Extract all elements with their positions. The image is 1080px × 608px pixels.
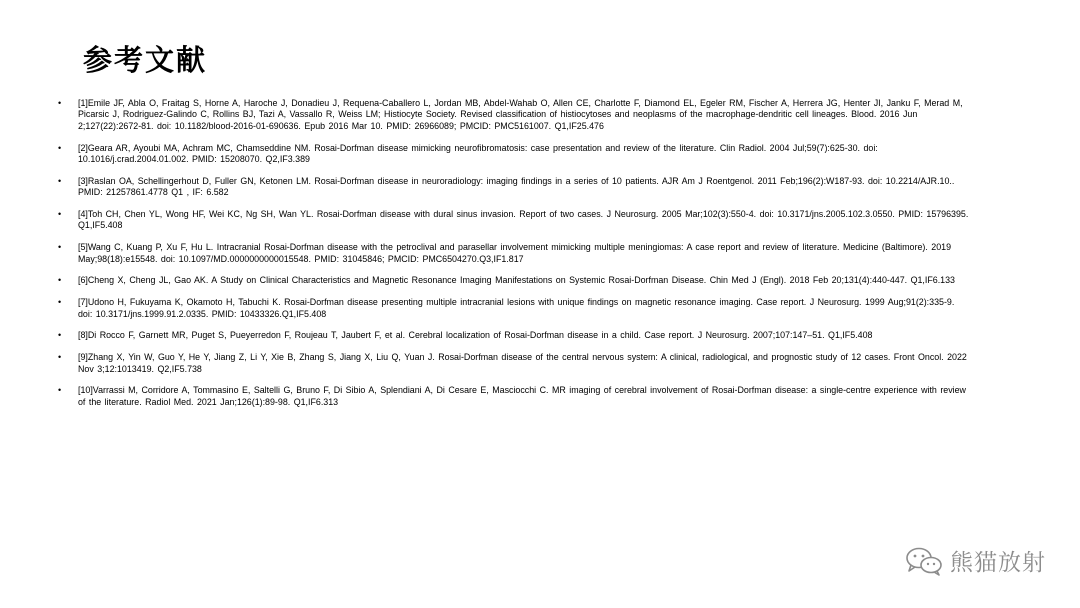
reference-item (58, 330, 970, 341)
reference-text: [7]Udono H, Fukuyama K, Okamoto H, Tabuchi K. Rosai-Dorfman disease presenting multiple intracranial lesions with unique findings on magnetic resonance imaging. Case report. J Neurosurg. 1999 Aug;91(2):335-9. doi: 10.3171/jns.1999.91.2.0335. PMID: 10433326.Q1,IF5.408 (78, 297, 955, 319)
reference-text: [2]Geara AR, Ayoubi MA, Achram MC, Chamseddine NM. Rosai-Dorfman disease mimicking neurofibromatosis: case presentation and review of the literature. Clin Radiol. 2004 Jul;59(7):625-30. doi: 10.1016/j.crad.2004.01.002. PMID: 15208070. Q2,IF3.389 (78, 142, 878, 165)
reference-item (58, 143, 970, 166)
watermark (904, 544, 1046, 577)
reference-text: [3]Raslan OA, Schellingerhout D, Fuller GN, Ketonen LM. Rosai-Dorfman disease in neuroradiology: imaging findings in a series of 10 patients. AJR Am J Roentgenol. 2011 Feb;196(2):W187-93. doi: 10.2214/AJR.10.. PMID: 21257861.4778 Q1 , IF: 6.582 (78, 175, 955, 198)
bullet-icon: • (58, 209, 62, 220)
wechat-icon (904, 546, 944, 576)
bullet-icon: • (58, 275, 62, 286)
reference-item (58, 275, 970, 286)
reference-item (58, 176, 970, 199)
bullet-icon: • (58, 242, 62, 253)
bullet-icon: • (58, 352, 62, 363)
reference-item (58, 209, 970, 232)
bullet-icon: • (58, 385, 62, 396)
bullet-icon: • (58, 175, 62, 186)
reference-text: [10]Varrassi M, Corridore A, Tommasino E, Saltelli G, Bruno F, Di Sibio A, Splendiani A, Di Cesare E, Masciocchi C. MR imaging of cerebral involvement of Rosai-Dorfman disease: a single-centre experience with review of the literature. Radiol Med. 2021 Jan;126(1):89-98. Q1,IF6.313 (78, 385, 966, 407)
watermark-text: 熊猫放射 (950, 550, 1046, 576)
reference-item (58, 242, 970, 265)
bullet-icon: • (58, 297, 62, 308)
bullet-icon: • (58, 142, 62, 153)
bullet-icon: • (58, 330, 62, 341)
reference-item (58, 385, 970, 408)
reference-text: [5]Wang C, Kuang P, Xu F, Hu L. Intracranial Rosai-Dorfman disease with the petroclival and parasellar involvement mimicking multiple meningiomas: A case report and review of literature. Medicine (Baltimore). 2019 May;98(18):e15548. doi: 10.1097/MD.0000000000015548. PMID: 31045846; PMCID: PMC6504270.Q3,IF1.817 (78, 242, 952, 264)
reference-item (58, 297, 970, 320)
reference-item (58, 352, 970, 375)
reference-text: [8]Di Rocco F, Garnett MR, Puget S, Pueyerredon F, Roujeau T, Jaubert F, et al. Cerebral localization of Rosai-Dorfman disease in a child. Case report. J Neurosurg. 2007;107:147–51. Q1,IF5.408 (78, 330, 873, 341)
reference-text: [4]Toh CH, Chen YL, Wong HF, Wei KC, Ng SH, Wan YL. Rosai-Dorfman disease with dural sinus invasion. Report of two cases. J Neurosurg. 2005 Mar;102(3):550-4. doi: 10.3171/jns.2005.102.3.0550. PMID: 15796395. Q1,IF5.408 (78, 209, 969, 231)
bullet-icon: • (58, 98, 62, 108)
page-title: 参考文献 (83, 43, 208, 77)
reference-item (58, 98, 970, 132)
reference-text: [9]Zhang X, Yin W, Guo Y, He Y, Jiang Z, Li Y, Xie B, Zhang S, Jiang X, Liu Q, Yuan J. Rosai-Dorfman disease of the central nervous system: A clinical, radiological, and prognostic study of 12 cases. Front Oncol. 2022 Nov 3;12:1013419. Q2,IF5.738 (78, 352, 967, 374)
reference-text: [6]Cheng X, Cheng JL, Gao AK. A Study on Clinical Characteristics and Magnetic Resonance Imaging Manifestations on Systemic Rosai-Dorfman Disease. Chin Med J (Engl). 2018 Feb 20;131(4):440-447. Q1,IF6.133 (78, 275, 955, 286)
reference-list (58, 98, 970, 419)
reference-text: [1]Emile JF, Abla O, Fraitag S, Horne A, Haroche J, Donadieu J, Requena-Caballero L, Jordan MB, Abdel-Wahab O, Allen CE, Charlotte F, Diamond EL, Egeler RM, Fischer A, Herrera JG, Henter JI, Janku F, Merad M, Picarsic J, Rodriguez-Galindo C, Rollins BJ, Tazi A, Vassallo R, Weiss LM; Histiocyte Society. Revised classification of histiocytoses and neoplasms of the macrophage-dendritic cell lineages. Blood. 2016 Jun 2;127(22):2672-81. doi: 10.1182/blood-2016-01-690636. Epub 2016 Mar 10. PMID: 26966089; PMCID: PMC5161007. Q1,IF25.476 (78, 98, 963, 131)
